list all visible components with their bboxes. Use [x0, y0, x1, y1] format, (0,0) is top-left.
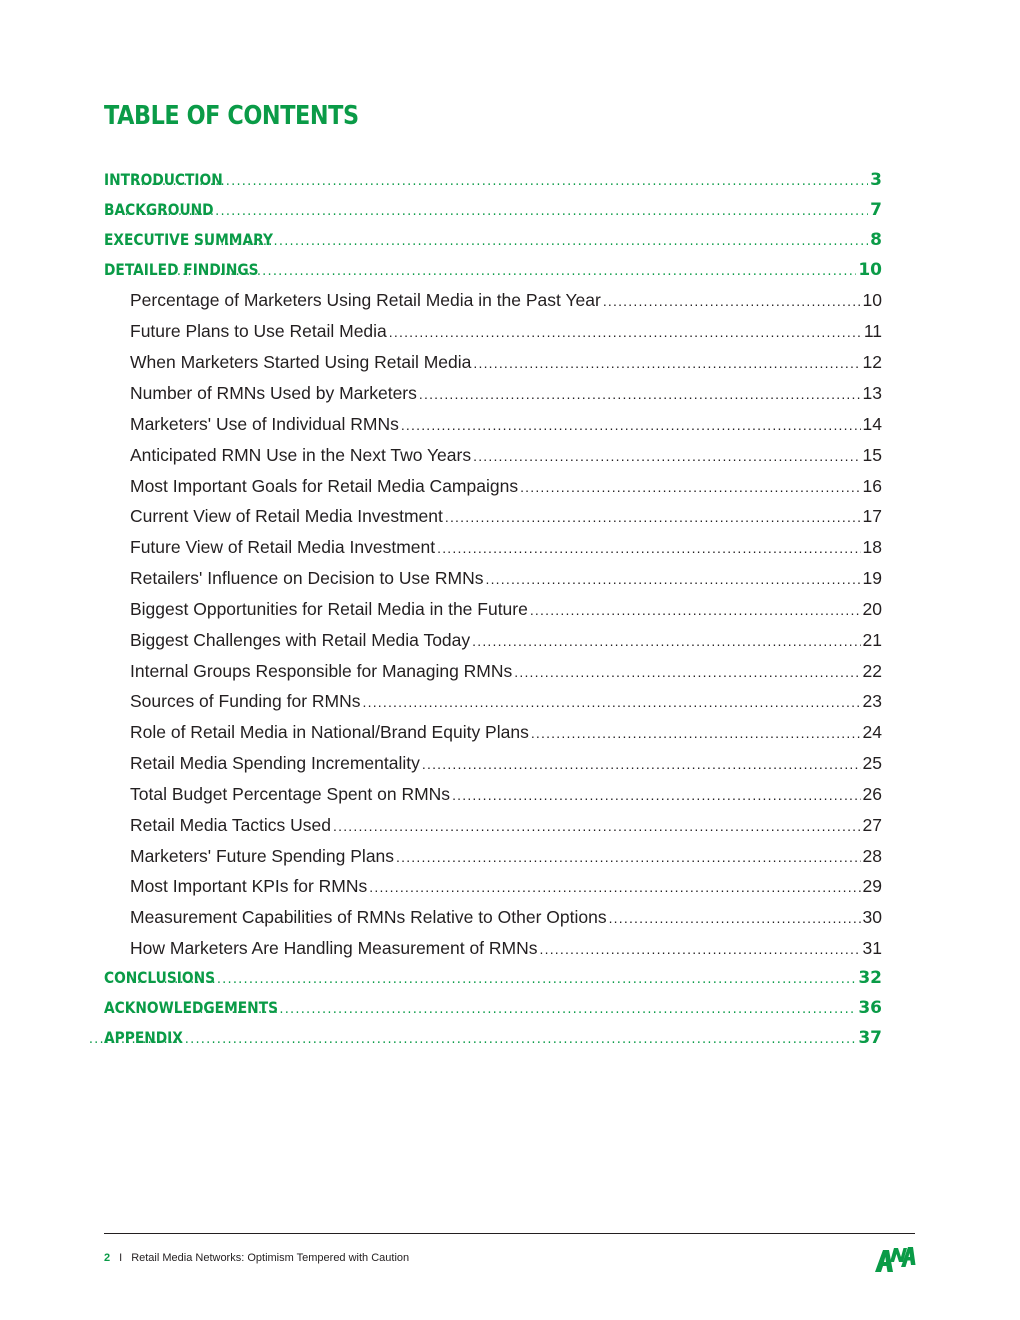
- toc-entry-page: 36: [858, 998, 882, 1018]
- toc-subentry-page: 30: [862, 907, 882, 927]
- dot-leader: [199, 1002, 856, 1017]
- toc-entry-page: 7: [870, 200, 882, 220]
- toc-subentry[interactable]: [104, 846, 882, 867]
- dot-leader: [89, 1032, 857, 1047]
- footer-document-title: Retail Media Networks: Optimism Tempered with Caution: [131, 1252, 410, 1264]
- toc-subentry-page: 27: [862, 815, 882, 835]
- dot-leader: [609, 910, 861, 926]
- dot-leader: [194, 234, 869, 249]
- toc-entry-conclusions[interactable]: [104, 968, 882, 988]
- toc-subentry-page: 22: [862, 661, 882, 681]
- toc-subentry[interactable]: [104, 630, 882, 651]
- toc-subentry[interactable]: [104, 691, 882, 712]
- toc-subentry[interactable]: [104, 290, 882, 311]
- toc-subentry-label: When Marketers Started Using Retail Media: [130, 352, 472, 372]
- toc-subentry-page: 12: [862, 352, 882, 372]
- toc-subentry-page: 16: [862, 476, 882, 496]
- toc-subentry[interactable]: [104, 722, 882, 743]
- toc-subentry[interactable]: [104, 506, 882, 527]
- dot-leader: [177, 264, 856, 279]
- toc-subentry-page: 31: [862, 938, 882, 958]
- toc-subentry-page: 14: [862, 414, 882, 434]
- dot-leader: [126, 972, 856, 987]
- toc-subentry-label: Anticipated RMN Use in the Next Two Years: [130, 445, 472, 465]
- toc-subentry-label: Internal Groups Responsible for Managing RMNs: [130, 661, 513, 681]
- toc-subentry[interactable]: [104, 784, 882, 805]
- footer-page-number: 2: [104, 1252, 111, 1264]
- toc-subentry-page: 11: [863, 321, 882, 341]
- toc-entry-label: CONCLUSIONS: [104, 968, 216, 987]
- toc-entry-label: APPENDIX: [104, 1028, 183, 1047]
- dot-leader: [603, 293, 861, 309]
- toc-subentry-page: 24: [862, 722, 882, 742]
- dot-leader: [437, 540, 860, 556]
- dot-leader: [422, 756, 861, 772]
- toc-subentry-label: Retailers' Influence on Decision to Use RMNs: [130, 568, 484, 588]
- toc-subentry-label: How Marketers Are Handling Measurement of RMNs: [130, 938, 538, 958]
- toc-subentry-label: Marketers' Future Spending Plans: [130, 846, 395, 866]
- toc-subentry-label: Marketers' Use of Individual RMNs: [130, 414, 399, 434]
- toc-subentry-label: Measurement Capabilities of RMNs Relative to Other Options: [130, 907, 607, 927]
- toc-subentry-label: Total Budget Percentage Spent on RMNs: [130, 784, 451, 804]
- toc-subentry-page: 19: [862, 568, 882, 588]
- dot-leader: [396, 849, 861, 865]
- toc-subentry-label: Percentage of Marketers Using Retail Media in the Past Year: [130, 290, 601, 310]
- toc-entry-label: INTRODUCTION: [104, 170, 223, 189]
- toc-entry-label: EXECUTIVE SUMMARY: [104, 230, 273, 249]
- dot-leader: [401, 417, 861, 433]
- toc-subentry[interactable]: [104, 876, 882, 897]
- toc-subentry[interactable]: [104, 753, 882, 774]
- toc-subentry-page: 20: [862, 599, 882, 619]
- toc-subentry[interactable]: [104, 537, 882, 558]
- footer-divider: [104, 1233, 915, 1234]
- toc-entry-background[interactable]: [104, 200, 882, 220]
- toc-subentry-page: 10: [862, 290, 882, 310]
- ana-logo-icon: [874, 1245, 916, 1273]
- toc-subentry[interactable]: [104, 661, 882, 682]
- dot-leader: [389, 324, 862, 340]
- toc-subentry-label: Future View of Retail Media Investment: [130, 537, 436, 557]
- dot-leader: [473, 355, 860, 371]
- dot-leader: [135, 174, 868, 189]
- toc-subentry[interactable]: [104, 599, 882, 620]
- page-footer: [104, 1252, 409, 1264]
- toc-entry-label: BACKGROUND: [104, 200, 214, 219]
- toc-subentry[interactable]: [104, 476, 882, 497]
- toc-subentry-page: 18: [862, 537, 882, 557]
- dot-leader: [445, 509, 861, 525]
- toc-subentry-label: Retail Media Tactics Used: [130, 815, 332, 835]
- dot-leader: [486, 571, 861, 587]
- dot-leader: [125, 204, 869, 219]
- dot-leader: [531, 725, 861, 741]
- toc-subentry-label: Number of RMNs Used by Marketers: [130, 383, 417, 403]
- toc-subentry-page: 17: [862, 506, 882, 526]
- toc-subentry[interactable]: [104, 321, 882, 342]
- toc-subentry-label: Most Important KPIs for RMNs: [130, 876, 368, 896]
- toc-entry-acknowledgements[interactable]: [104, 998, 882, 1018]
- page-title: TABLE OF CONTENTS: [104, 101, 359, 131]
- toc-entry-label: DETAILED FINDINGS: [104, 260, 259, 279]
- toc-subentry-label: Sources of Funding for RMNs: [130, 691, 361, 711]
- toc-subentry[interactable]: [104, 907, 882, 928]
- toc-subentry-page: 21: [862, 630, 882, 650]
- toc-subentry-label: Future Plans to Use Retail Media: [130, 321, 387, 341]
- toc-subentry-label: Current View of Retail Media Investment: [130, 506, 443, 526]
- dot-leader: [452, 787, 860, 803]
- dot-leader: [472, 633, 860, 649]
- toc-entry-page: 37: [858, 1028, 882, 1048]
- dot-leader: [530, 602, 861, 618]
- toc-subentry[interactable]: [104, 445, 882, 466]
- toc-subentry[interactable]: [104, 815, 882, 836]
- toc-subentry[interactable]: [104, 938, 882, 959]
- toc-entry-executive-summary[interactable]: [104, 230, 882, 250]
- toc-subentry[interactable]: [104, 414, 882, 435]
- dot-leader: [369, 879, 860, 895]
- toc-entry-page: 3: [870, 170, 882, 190]
- toc-subentry-page: 23: [862, 691, 882, 711]
- toc-entry-page: 32: [858, 968, 882, 988]
- dot-leader: [514, 664, 860, 680]
- toc-entry-page: 8: [870, 230, 882, 250]
- footer-separator: I: [119, 1252, 123, 1264]
- toc-subentry[interactable]: [104, 383, 882, 404]
- toc-entry-page: 10: [858, 260, 882, 280]
- toc-subentry-label: Retail Media Spending Incrementality: [130, 753, 420, 773]
- dot-leader: [473, 448, 860, 464]
- dot-leader: [520, 479, 860, 495]
- toc-subentry[interactable]: [104, 352, 882, 373]
- toc-entry-detailed-findings[interactable]: [104, 260, 882, 280]
- toc-subentry-page: 25: [862, 753, 882, 773]
- toc-entry-introduction[interactable]: [104, 170, 882, 190]
- dot-leader: [333, 818, 861, 834]
- toc-subentry-label: Biggest Challenges with Retail Media Today: [130, 630, 471, 650]
- dot-leader: [540, 941, 861, 957]
- toc-subentry[interactable]: [104, 568, 882, 589]
- toc-subentry-label: Biggest Opportunities for Retail Media in the Future: [130, 599, 528, 619]
- toc-entry-appendix[interactable]: [104, 1028, 882, 1048]
- toc-subentry-page: 28: [862, 846, 882, 866]
- toc-subentry-label: Most Important Goals for Retail Media Campaigns: [130, 476, 519, 496]
- dot-leader: [363, 694, 861, 710]
- toc-entry-label: ACKNOWLEDGEMENTS: [104, 998, 278, 1017]
- toc-subentry-page: 29: [862, 876, 882, 896]
- toc-subentry-page: 13: [862, 383, 882, 403]
- dot-leader: [419, 386, 861, 402]
- toc-subentry-page: 15: [862, 445, 882, 465]
- toc-subentry-page: 26: [862, 784, 882, 804]
- toc-subentry-label: Role of Retail Media in National/Brand Equity Plans: [130, 722, 529, 742]
